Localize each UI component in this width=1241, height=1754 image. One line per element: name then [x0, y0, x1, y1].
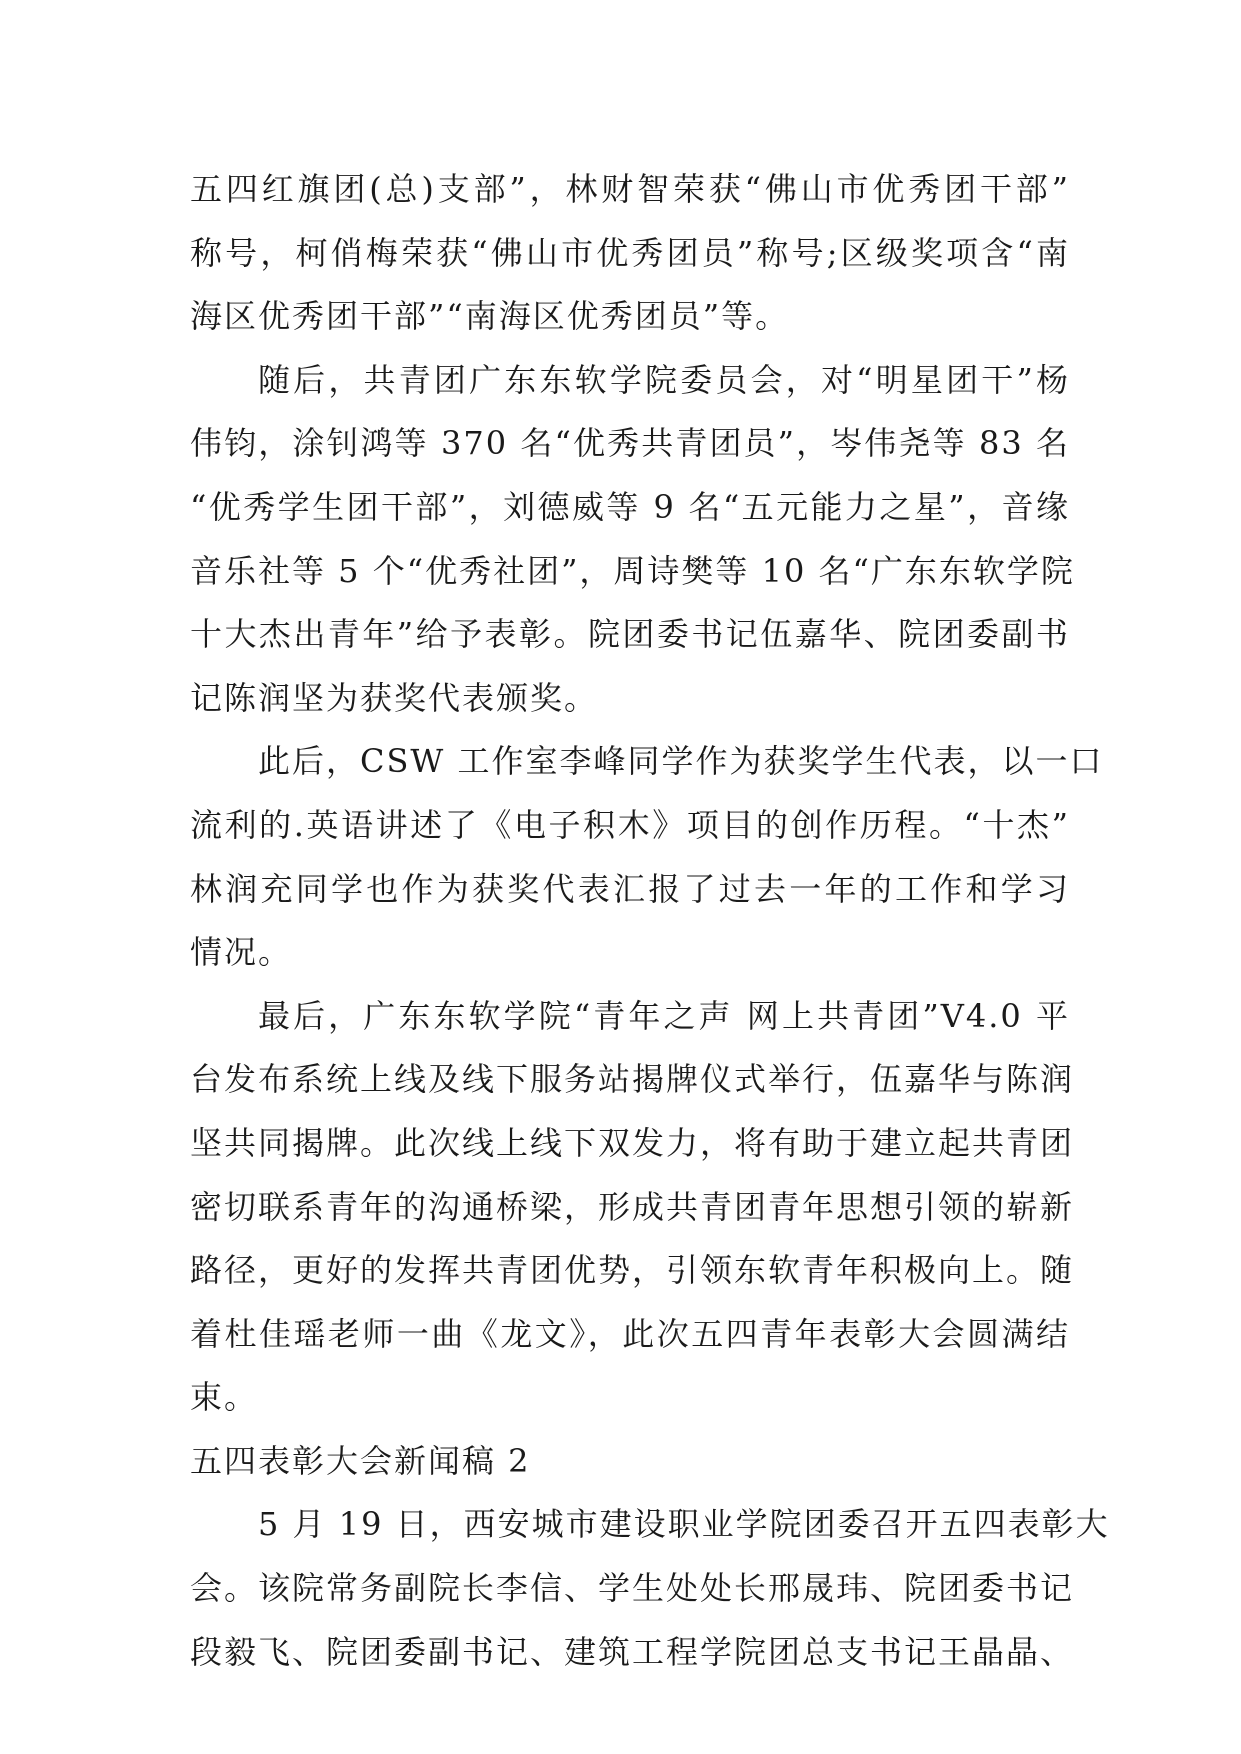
paragraph-2 [190, 349, 1075, 731]
section-heading [190, 1430, 1070, 1494]
text-line: 记陈润坚为获奖代表颁奖。 [190, 678, 599, 717]
text-line: 音乐社等 5 个“优秀社团”，周诗樊等 10 名“广东东软学院 [190, 551, 1075, 590]
text-line: “优秀学生团干部”，刘德威等 9 名“五元能力之星”，音缘 [190, 487, 1070, 526]
text-line: 十大杰出青年”给予表彰。院团委书记伍嘉华、院团委副书 [190, 615, 1070, 654]
text-line: 称号，柯俏梅荣获“佛山市优秀团员”称号;区级奖项含“南 [190, 233, 1070, 272]
document-body [190, 158, 1110, 1684]
paragraph-1 [190, 158, 1070, 349]
text-line: 伟钧，涂钊鸿等 370 名“优秀共青团员”，岑伟尧等 83 名 [190, 424, 1070, 463]
text-line: 段毅飞、院团委副书记、建筑工程学院团总支书记王晶晶、 [190, 1632, 1075, 1671]
paragraph-3 [190, 730, 1104, 984]
text-line: 台发布系统上线及线下服务站揭牌仪式举行，伍嘉华与陈润 [190, 1060, 1075, 1099]
text-line: 5 月 19 日，西安城市建设职业学院团委召开五四表彰大 [258, 1505, 1110, 1544]
paragraph-5 [190, 1493, 1110, 1684]
text-line: 此后，CSW 工作室李峰同学作为获奖学生代表，以一口 [258, 742, 1104, 781]
text-line: 束。 [190, 1378, 259, 1417]
text-line: 林润充同学也作为获奖代表汇报了过去一年的工作和学习 [190, 869, 1070, 908]
text-line: 最后，广东东软学院“青年之声 网上共青团”V4.0 平 [258, 996, 1070, 1035]
text-line: 坚共同揭牌。此次线上线下双发力，将有助于建立起共青团 [190, 1123, 1075, 1162]
text-line: 会。该院常务副院长李信、学生处处长邢晟玮、院团委书记 [190, 1569, 1075, 1608]
text-line: 海区优秀团干部”“南海区优秀团员”等。 [190, 297, 790, 336]
text-line: 着杜佳瑶老师一曲《龙文》，此次五四青年表彰大会圆满结 [190, 1314, 1070, 1353]
paragraph-4 [190, 985, 1075, 1430]
heading-text: 五四表彰大会新闻稿 2 [190, 1441, 531, 1480]
text-line: 随后，共青团广东东软学院委员会，对“明星团干”杨 [258, 360, 1070, 399]
text-line: 五四红旗团(总)支部”，林财智荣获“佛山市优秀团干部” [190, 170, 1070, 208]
text-line: 流利的.英语讲述了《电子积木》项目的创作历程。“十杰” [190, 805, 1070, 844]
text-line: 密切联系青年的沟通桥梁，形成共青团青年思想引领的崭新 [190, 1187, 1075, 1226]
text-line: 情况。 [190, 933, 293, 972]
text-line: 路径，更好的发挥共青团优势，引领东软青年积极向上。随 [190, 1251, 1075, 1290]
